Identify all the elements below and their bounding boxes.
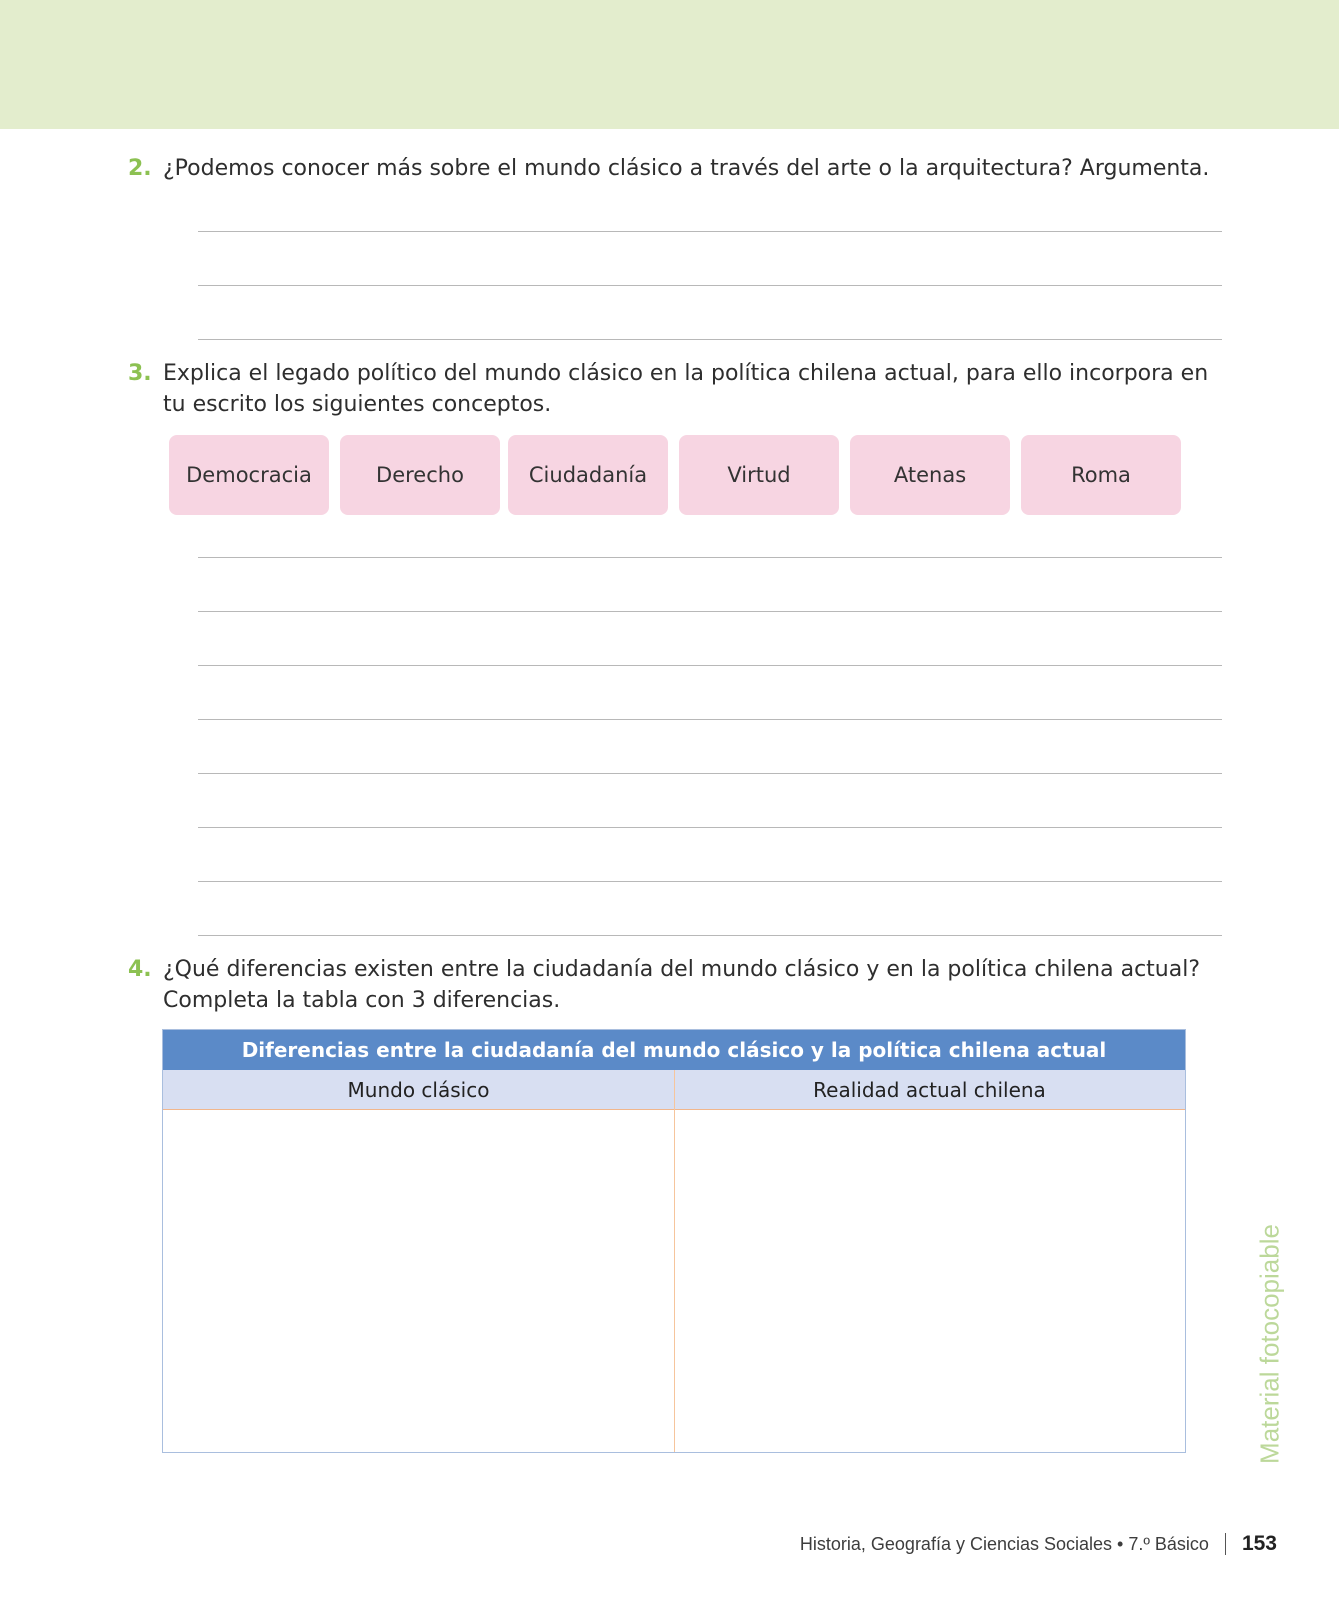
question-3 bbox=[128, 358, 1228, 420]
question-4 bbox=[128, 954, 1228, 1016]
page-number: 153 bbox=[1241, 1532, 1277, 1555]
column-header-realidad-actual: Realidad actual chilena bbox=[674, 1070, 1185, 1110]
table-title: Diferencias entre la ciudadanía del mundo clásico y la política chilena actual bbox=[163, 1030, 1185, 1070]
answer-line[interactable] bbox=[198, 665, 1222, 666]
page-footer bbox=[800, 1529, 1277, 1559]
column-divider bbox=[674, 1070, 675, 1452]
side-label: Material fotocopiable bbox=[1254, 1224, 1285, 1464]
answer-line[interactable] bbox=[198, 881, 1222, 882]
column-header-mundo-clasico: Mundo clásico bbox=[163, 1070, 674, 1110]
answer-line[interactable] bbox=[198, 231, 1222, 232]
question-text: ¿Qué diferencias existen entre la ciudadanía del mundo clásico y en la política chilena actual? Completa la tabla con 3 diferencias. bbox=[163, 957, 1201, 1013]
answer-line[interactable] bbox=[198, 719, 1222, 720]
question-number: 3. bbox=[128, 361, 152, 386]
answer-line[interactable] bbox=[198, 285, 1222, 286]
concept-box: Virtud bbox=[679, 435, 839, 515]
answer-line[interactable] bbox=[198, 827, 1222, 828]
answer-line[interactable] bbox=[198, 773, 1222, 774]
question-number: 2. bbox=[128, 156, 152, 181]
header-band bbox=[0, 0, 1339, 129]
differences-table bbox=[162, 1029, 1186, 1453]
question-number: 4. bbox=[128, 957, 152, 982]
footer-book-title: Historia, Geografía y Ciencias Sociales • 7.º Básico bbox=[799, 1533, 1209, 1554]
concept-box: Democracia bbox=[169, 435, 329, 515]
concept-box: Roma bbox=[1021, 435, 1181, 515]
question-text: Explica el legado político del mundo clásico en la política chilena actual, para ello incorpora en tu escrito los siguientes conceptos. bbox=[163, 361, 1209, 417]
question-2 bbox=[128, 153, 1228, 184]
concept-box: Ciudadanía bbox=[508, 435, 668, 515]
concept-box: Derecho bbox=[340, 435, 500, 515]
answer-line[interactable] bbox=[198, 935, 1222, 936]
answer-line[interactable] bbox=[198, 611, 1222, 612]
answer-line[interactable] bbox=[198, 557, 1222, 558]
concept-box: Atenas bbox=[850, 435, 1010, 515]
footer-separator bbox=[1225, 1533, 1226, 1555]
question-text: ¿Podemos conocer más sobre el mundo clásico a través del arte o la arquitectura? Argumenta. bbox=[163, 156, 1210, 181]
answer-line[interactable] bbox=[198, 339, 1222, 340]
